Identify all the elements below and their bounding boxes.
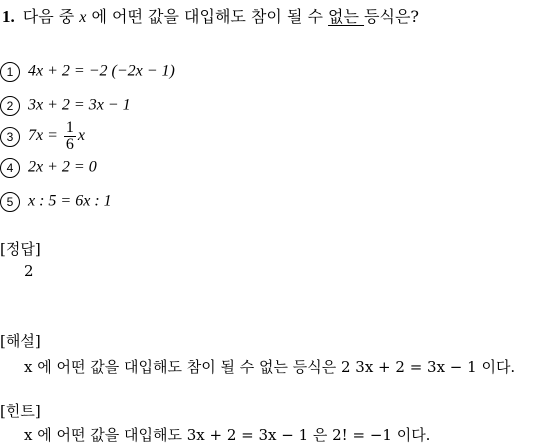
choice-4-mark: 4 — [0, 158, 20, 178]
choice-3-rhs: x — [77, 127, 86, 145]
hint-text: x 에 어떤 값을 대입해도 3x + 2 = 3x − 1 은 2! = −1 이다. — [24, 426, 431, 444]
choice-1-text: 4x + 2 = −2 (−2x − 1) — [28, 62, 175, 80]
explanation-label: [해설] — [0, 332, 41, 350]
choice-5-mark: 5 — [0, 192, 20, 212]
question-underlined: 없는 — [328, 7, 365, 26]
explanation-text: x 에 어떤 값을 대입해도 참이 될 수 없는 등식은 2 3x + 2 = 3x − 1 이다. — [24, 358, 516, 376]
choice-2-text: 3x + 2 = 3x − 1 — [28, 96, 131, 114]
question-number: 1. — [2, 7, 15, 26]
choice-2-mark: 2 — [0, 96, 20, 116]
choice-1-mark: 1 — [0, 62, 20, 82]
choice-1[interactable] — [0, 62, 175, 82]
choice-4[interactable] — [0, 158, 97, 178]
choice-5[interactable] — [0, 192, 112, 212]
choice-3[interactable] — [0, 120, 85, 153]
question-prefix: 다음 중 — [22, 7, 80, 26]
choice-3-fraction: $\frac{1}{6}$ — [65, 119, 74, 153]
choice-3-lhs: 7x = — [28, 127, 62, 145]
answer-value: 2 — [24, 262, 34, 280]
choice-5-text: x : 5 = 6x : 1 — [28, 192, 112, 210]
choice-4-text: 2x + 2 = 0 — [28, 158, 97, 176]
choice-3-mark: 3 — [0, 127, 20, 147]
question-variable: x — [79, 9, 87, 26]
hint-label: [힌트] — [0, 402, 41, 420]
question-middle: 에 어떤 값을 대입해도 참이 될 수 — [86, 7, 329, 26]
question-suffix: 등식은? — [364, 7, 419, 26]
answer-label: [정답] — [0, 240, 41, 258]
question-stem — [2, 4, 419, 27]
choice-2[interactable] — [0, 96, 131, 116]
